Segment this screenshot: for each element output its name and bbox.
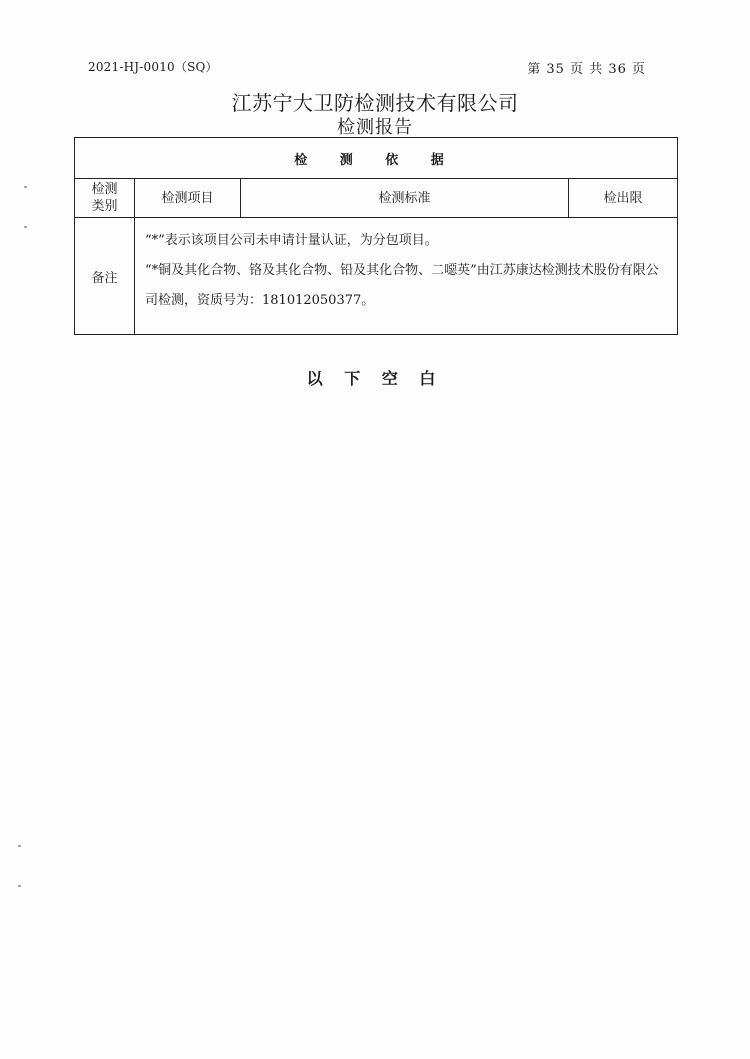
remarks-label: 备注: [75, 218, 135, 335]
scan-speck: [24, 226, 27, 228]
page-number: 第 35 页 共 36 页: [527, 62, 646, 77]
table-section-title: 检 测 依 据: [75, 138, 678, 179]
report-title: 检测报告: [337, 117, 413, 138]
remarks-line-1: “*”表示该项目公司未申请计量认证，为分包项目。: [145, 233, 438, 248]
column-header-category: [75, 179, 135, 218]
remarks-body: [135, 218, 678, 335]
column-header-standard: 检测标准: [241, 179, 569, 218]
document-code: 2021-HJ-0010（SQ）: [88, 60, 218, 74]
scan-speck: [18, 885, 21, 887]
scan-speck: [24, 186, 27, 188]
blank-below-marker: 以 下 空 白: [306, 369, 444, 388]
scan-speck: [18, 845, 21, 847]
column-header-limit: 检出限: [569, 179, 678, 218]
company-name: 江苏宁大卫防检测技术有限公司: [231, 91, 519, 115]
detection-basis-table: [74, 137, 678, 335]
column-header-item: 检测项目: [135, 179, 241, 218]
remarks-line-2: “*铜及其化合物、铬及其化合物、铅及其化合物、二噁英”由江苏康达检测技术股份有限公司检测，资质号为：181012050377。: [145, 263, 659, 308]
column-header-category-text: 检测 类别: [91, 182, 118, 214]
